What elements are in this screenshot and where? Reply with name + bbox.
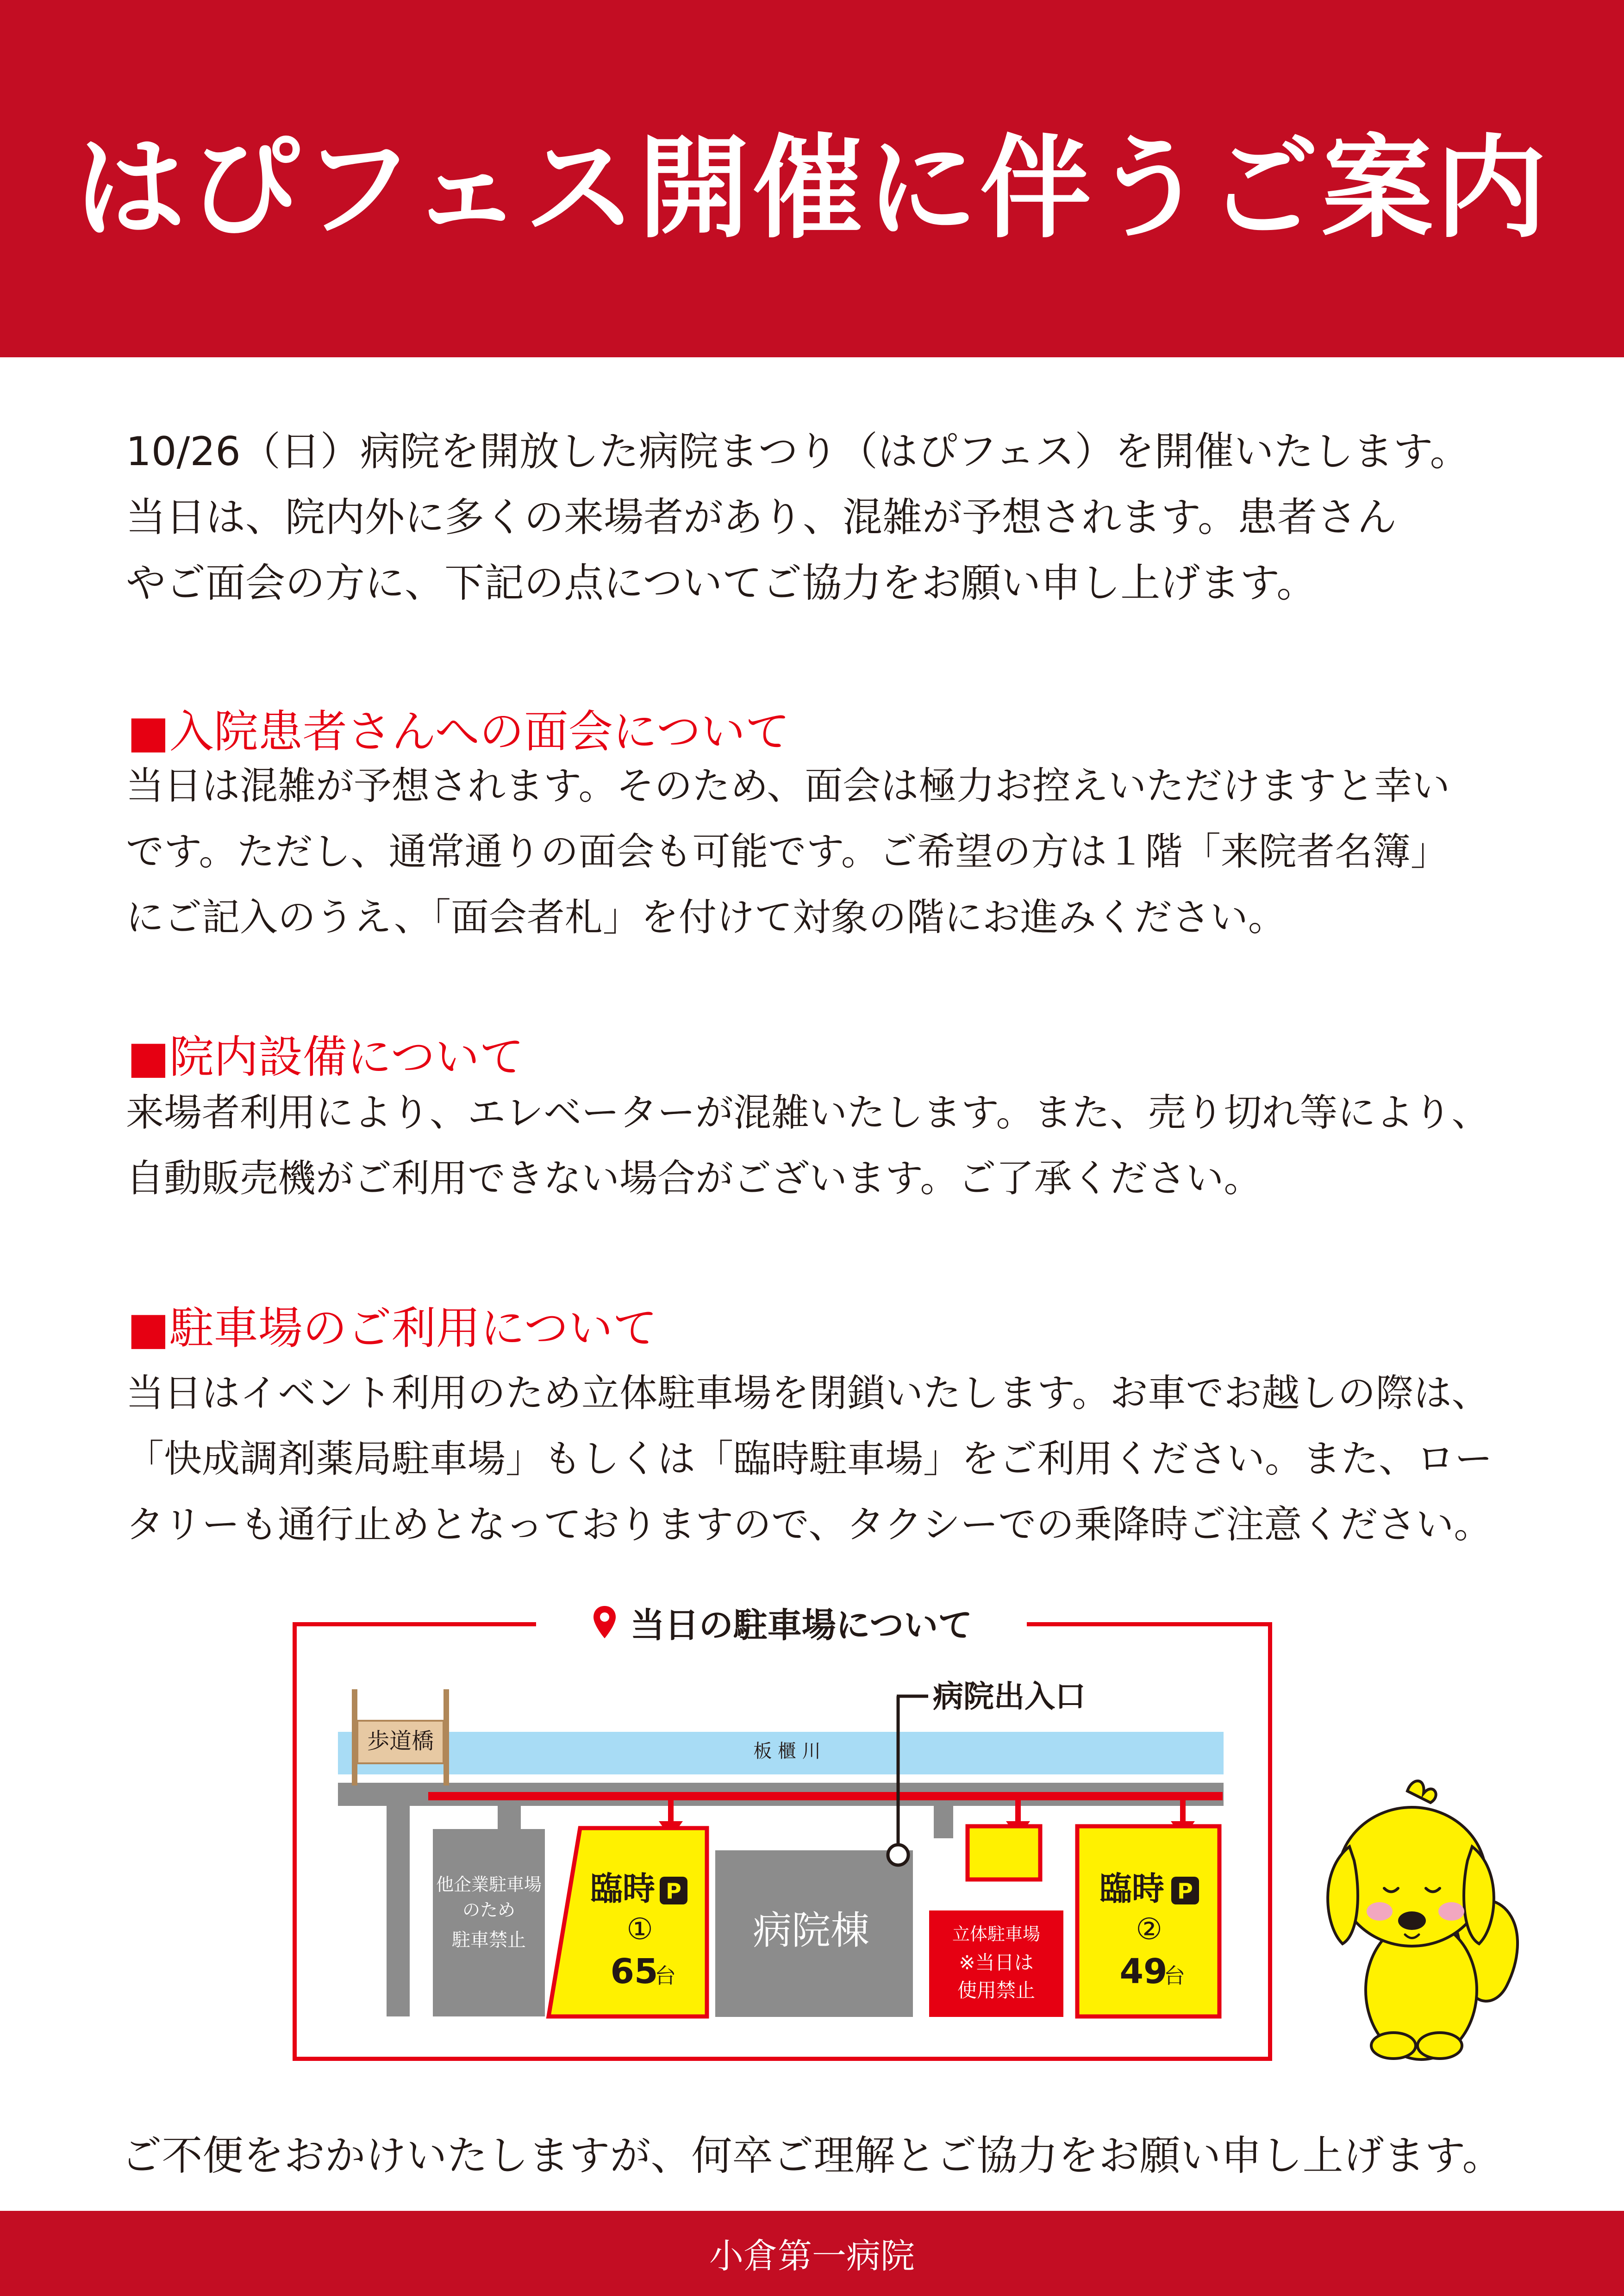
section-heading-visits: ■入院患者さんへの面会について: [127, 706, 790, 758]
temp-parking-1-number: ①: [626, 1912, 653, 1947]
intro-line: 当日は、院内外に多くの来場者があり、混雑が予想されます。患者さん: [126, 494, 1397, 541]
entrance-marker: [888, 1845, 908, 1865]
section-heading-facilities: ■院内設備について: [127, 1031, 524, 1083]
dog-mascot-illustration: [1328, 1781, 1518, 2060]
temp-parking-1-count: 65: [610, 1952, 658, 1991]
map-title-label: [536, 1596, 1027, 1649]
temp-parking-2-label: 臨時: [1099, 1870, 1164, 1908]
entrance-label: 病院出入口: [933, 1679, 1086, 1714]
parking-p-letter: P: [666, 1879, 681, 1904]
temp-parking-2-count: 49: [1119, 1952, 1168, 1991]
section-line: 自動販売機がご利用できない場合がございます。ご了承ください。: [126, 1157, 1262, 1201]
section-line: にご記入のうえ、「面会者札」を付けて対象の階にお進みください。: [126, 896, 1286, 940]
route-arrow-1: [668, 1792, 674, 1824]
section-line: です。ただし、通常通りの面会も可能です。ご希望の方は１階「来院者名簿」: [126, 830, 1449, 874]
section-line: タリーも通行止めとなっておりますので、タクシーでの乗降時ご注意ください。: [126, 1503, 1492, 1547]
other-lot-line: 駐車禁止: [452, 1929, 526, 1951]
section-line: 来場者利用により、エレベーターが混雑いたします。また、売り切れ等により、: [126, 1091, 1490, 1135]
section-line: 当日はイベント利用のため立体駐車場を閉鎖いたします。お車でお越しの際は、: [126, 1371, 1490, 1415]
temp-parking-2-number: ②: [1136, 1912, 1162, 1947]
garage-line: 使用禁止: [957, 1979, 1036, 2002]
temp-parking-1-label: 臨時: [590, 1870, 655, 1908]
connector: [934, 1806, 953, 1838]
side-road: [387, 1783, 410, 2016]
route-arrow-2: [1015, 1792, 1021, 1824]
section-line: 「快成調剤薬局駐車場」もしくは「臨時駐車場」をご利用ください。また、ロー: [126, 1437, 1493, 1481]
other-lot-line: 他企業駐車場: [436, 1874, 542, 1895]
parking-p-letter: P: [1177, 1879, 1193, 1904]
other-company-lot: [433, 1829, 545, 2016]
temp-parking-1-unit: 台: [655, 1963, 676, 1988]
footbridge-label: 歩道橋: [367, 1728, 434, 1754]
map-title: 当日の駐車場について: [630, 1605, 973, 1645]
section-line: 当日は混雑が予想されます。そのため、面会は極力お控えいただけますと幸い: [126, 764, 1450, 808]
intro-line: やご面会の方に、下記の点についてご協力をお願い申し上げます。: [126, 560, 1317, 606]
location-pin-icon: [591, 1604, 618, 1641]
route-arrow-3: [1180, 1792, 1186, 1824]
other-lot-line: のため: [462, 1900, 516, 1920]
hospital-name: 小倉第一病院: [709, 2236, 915, 2276]
section-heading-parking: ■駐車場のご利用について: [127, 1302, 657, 1354]
small-lot: [968, 1826, 1040, 1879]
route-line: [428, 1792, 1223, 1800]
page-title: はぴフェス開催に伴うご案内: [74, 123, 1549, 253]
hospital-building-label: 病院棟: [752, 1908, 870, 1953]
closing-message: ご不便をおかけいたしますが、何卒ご理解とご協力をお願い申し上げます。: [121, 2132, 1503, 2179]
garage-line: ※当日は: [959, 1951, 1034, 1974]
temp-parking-2-unit: 台: [1164, 1963, 1185, 1988]
intro-line: 10/26（日）病院を開放した病院まつり（はぴフェス）を開催いたします。: [126, 429, 1470, 475]
river-label: 板 櫃 川: [753, 1741, 821, 1762]
garage-line: 立体駐車場: [952, 1924, 1041, 1944]
footer-bar: [0, 2211, 1624, 2296]
